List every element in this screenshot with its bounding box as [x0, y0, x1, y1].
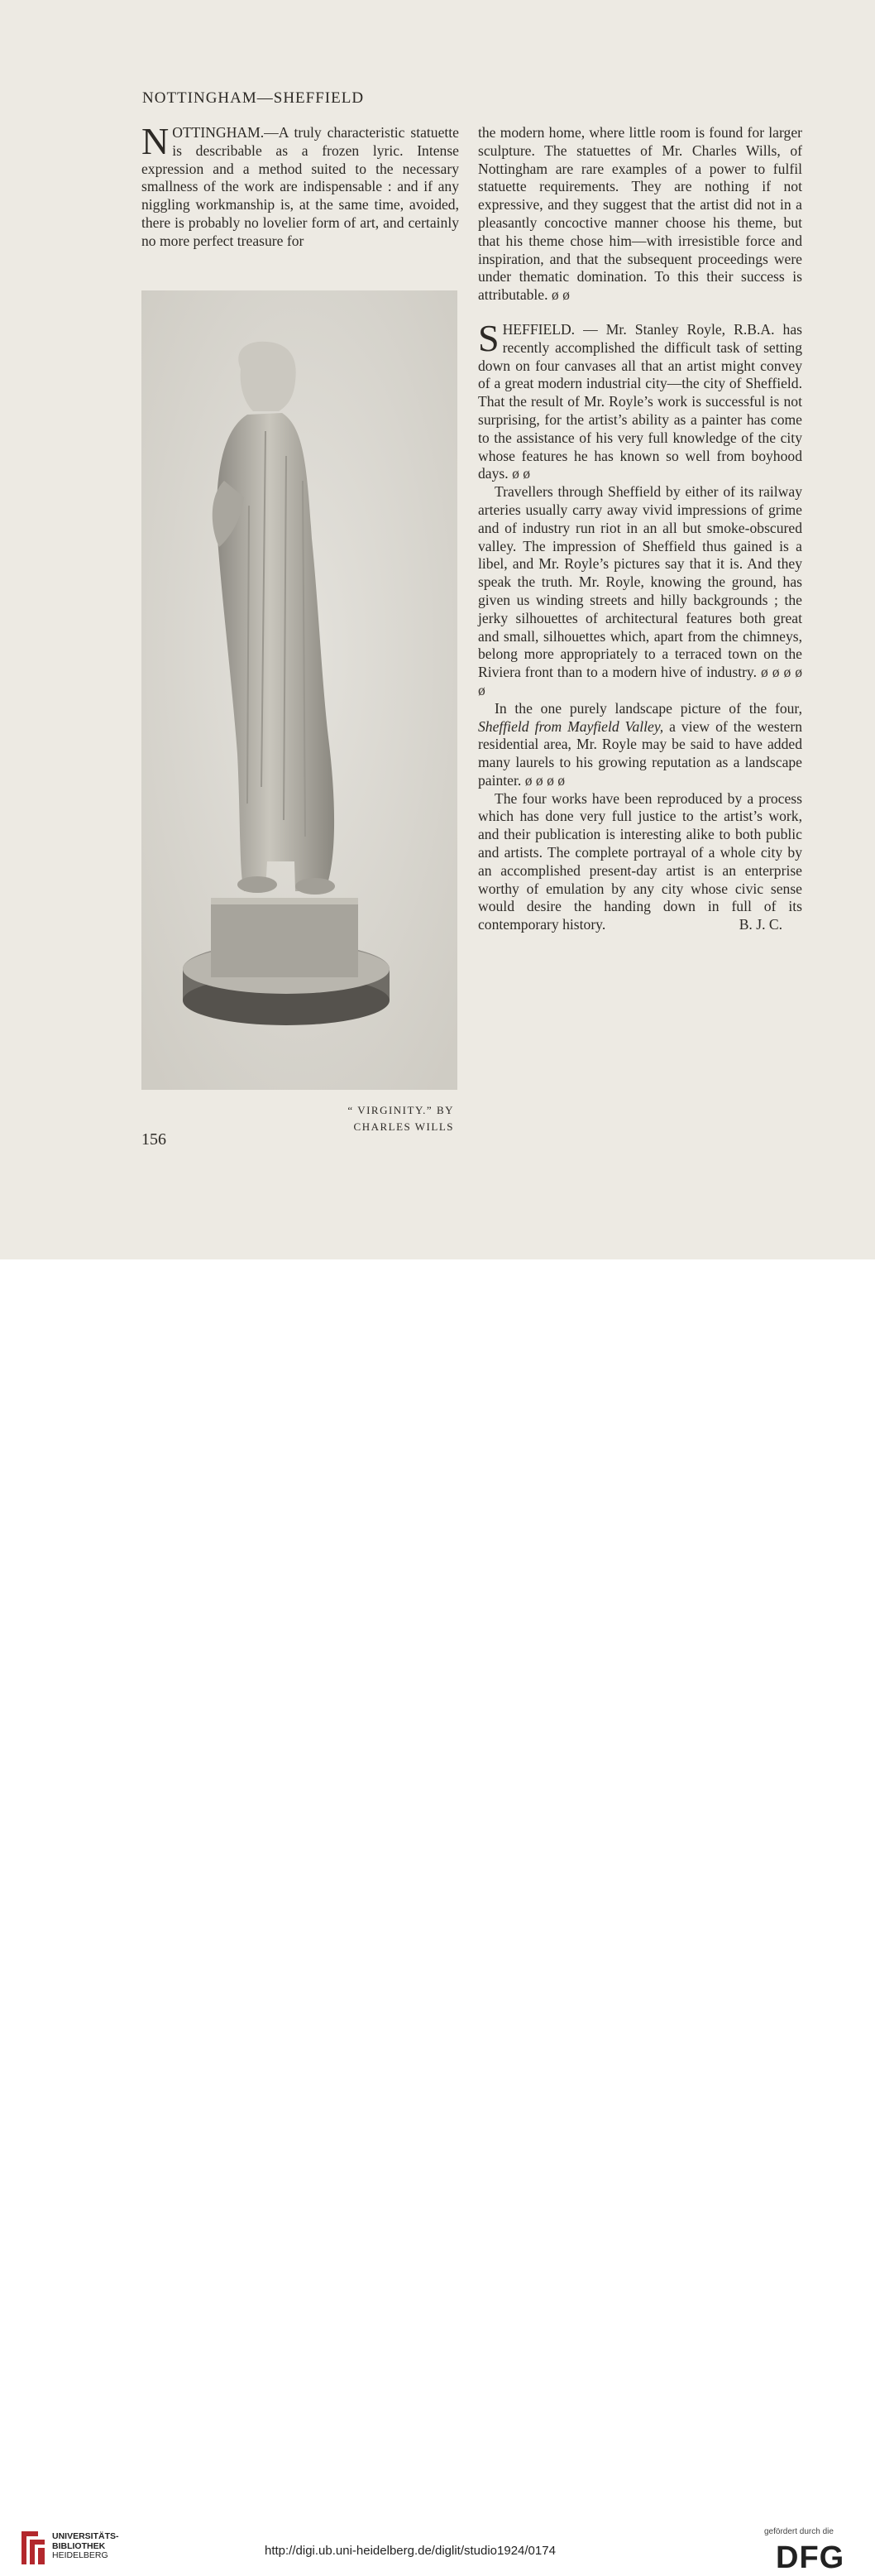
painting-title: Sheffield from Mayfield Valley, [478, 717, 664, 735]
ornament: ø ø [512, 465, 531, 482]
figure-caption [318, 1102, 454, 1135]
permalink-url[interactable]: http://digi.ub.uni-heidelberg.de/diglit/studio1924/0174 [265, 2544, 556, 2558]
ornament: ø ø [551, 286, 570, 304]
statuette-figure [141, 290, 457, 1090]
nottingham-paragraph [141, 120, 459, 251]
funding-note: gefördert durch die [764, 2527, 834, 2536]
drop-cap-n: N [141, 120, 170, 162]
library-name: UNIVERSITÄTS- BIBLIOTHEK HEIDELBERG [52, 2531, 119, 2560]
nottingham-column [141, 120, 459, 251]
dfg-logo: DFG [776, 2540, 845, 2575]
nottingham-text: OTTINGHAM.—A truly characteristic statuette is describable as a frozen lyric. Intense expression and a method suited to the necessary smallness of the work are indispensable : and if any niggling workmanship is, at the same time, avoided, there is probably no lovelier form of art, and certainly no more perfect treasure for [141, 124, 459, 249]
drop-cap-s: S [478, 316, 500, 359]
caption-title: “ VIRGINITY.” BY [347, 1104, 454, 1116]
sheffield-paragraph-4: The four works have been reproduced by a process which has done very full justice to the artist’s work, and their publication is interesting alike to both public and artists. The complete portrayal of a whole city by an accomplished present-day artist is an enterprise worthy of emulation by any city whose civic sense would desire the handing down in full of its contemporary history. B. J. C. [478, 789, 802, 933]
footer-bar [0, 1259, 875, 2575]
right-column [478, 124, 802, 934]
page-number: 156 [141, 1130, 166, 1149]
author-signature: B. J. C. [739, 916, 782, 933]
library-logo-icon [18, 2528, 48, 2568]
running-title: NOTTINGHAM—SHEFFIELD [142, 89, 365, 107]
sheffield-paragraph-1: SHEFFIELD. — Mr. Stanley Royle, R.B.A. has recently accomplished the difficult task of setting down on four canvases all that an artist might convey of a great modern industrial city—the city of Sheffield. That the result of Mr. Royle’s work is successful is not surprising, for the artist’s ability as a painter has come to the assistance of his very full knowledge of the city whose features he has known so well from boyhood days. ø ø [478, 316, 802, 482]
ornament: ø ø ø ø [524, 771, 566, 789]
caption-artist: CHARLES WILLS [353, 1120, 454, 1133]
nottingham-continuation: the modern home, where little room is found for larger sculpture. The statuettes of Mr. Charles Wills, of Nottingham are rare examples of a power to fulfil statuette requirements. They are nothing if not expressive, and they suggest that the artist did not in a pleasantly concoctive manner choose his theme, but that his theme chose him—with irresistible force and inspiration, and that the subsequent proceedings were under thematic domination. To this their success is attributable. ø ø [478, 124, 802, 304]
scanned-page [0, 0, 875, 1259]
sheffield-paragraph-2: Travellers through Sheffield by either of its railway arteries usually carry away vivid impressions of grime and of industry run riot in an all but smoke-obscured valley. The impression of Sheffield thus gained is a libel, and Mr. Royle’s pictures say that it is. And they speak the truth. Mr. Royle, knowing the ground, has given us winding streets and hilly backgrounds ; the jerky silhouettes of architectural features both great and small, silhouettes which, apart from the chimneys, belong more appropriately to a terraced town on the Riviera front than to a modern hive of industry. ø ø ø ø ø [478, 483, 802, 698]
ornament: ø ø ø ø ø [478, 664, 802, 698]
sheffield-paragraph-3: In the one purely landscape picture of the four, Sheffield from Mayfield Valley, a view of the western residential area, Mr. Royle may be said to have added many laurels to his growing reputation as a landscape painter. ø ø ø ø [478, 699, 803, 789]
statuette-photograph [141, 290, 457, 1090]
